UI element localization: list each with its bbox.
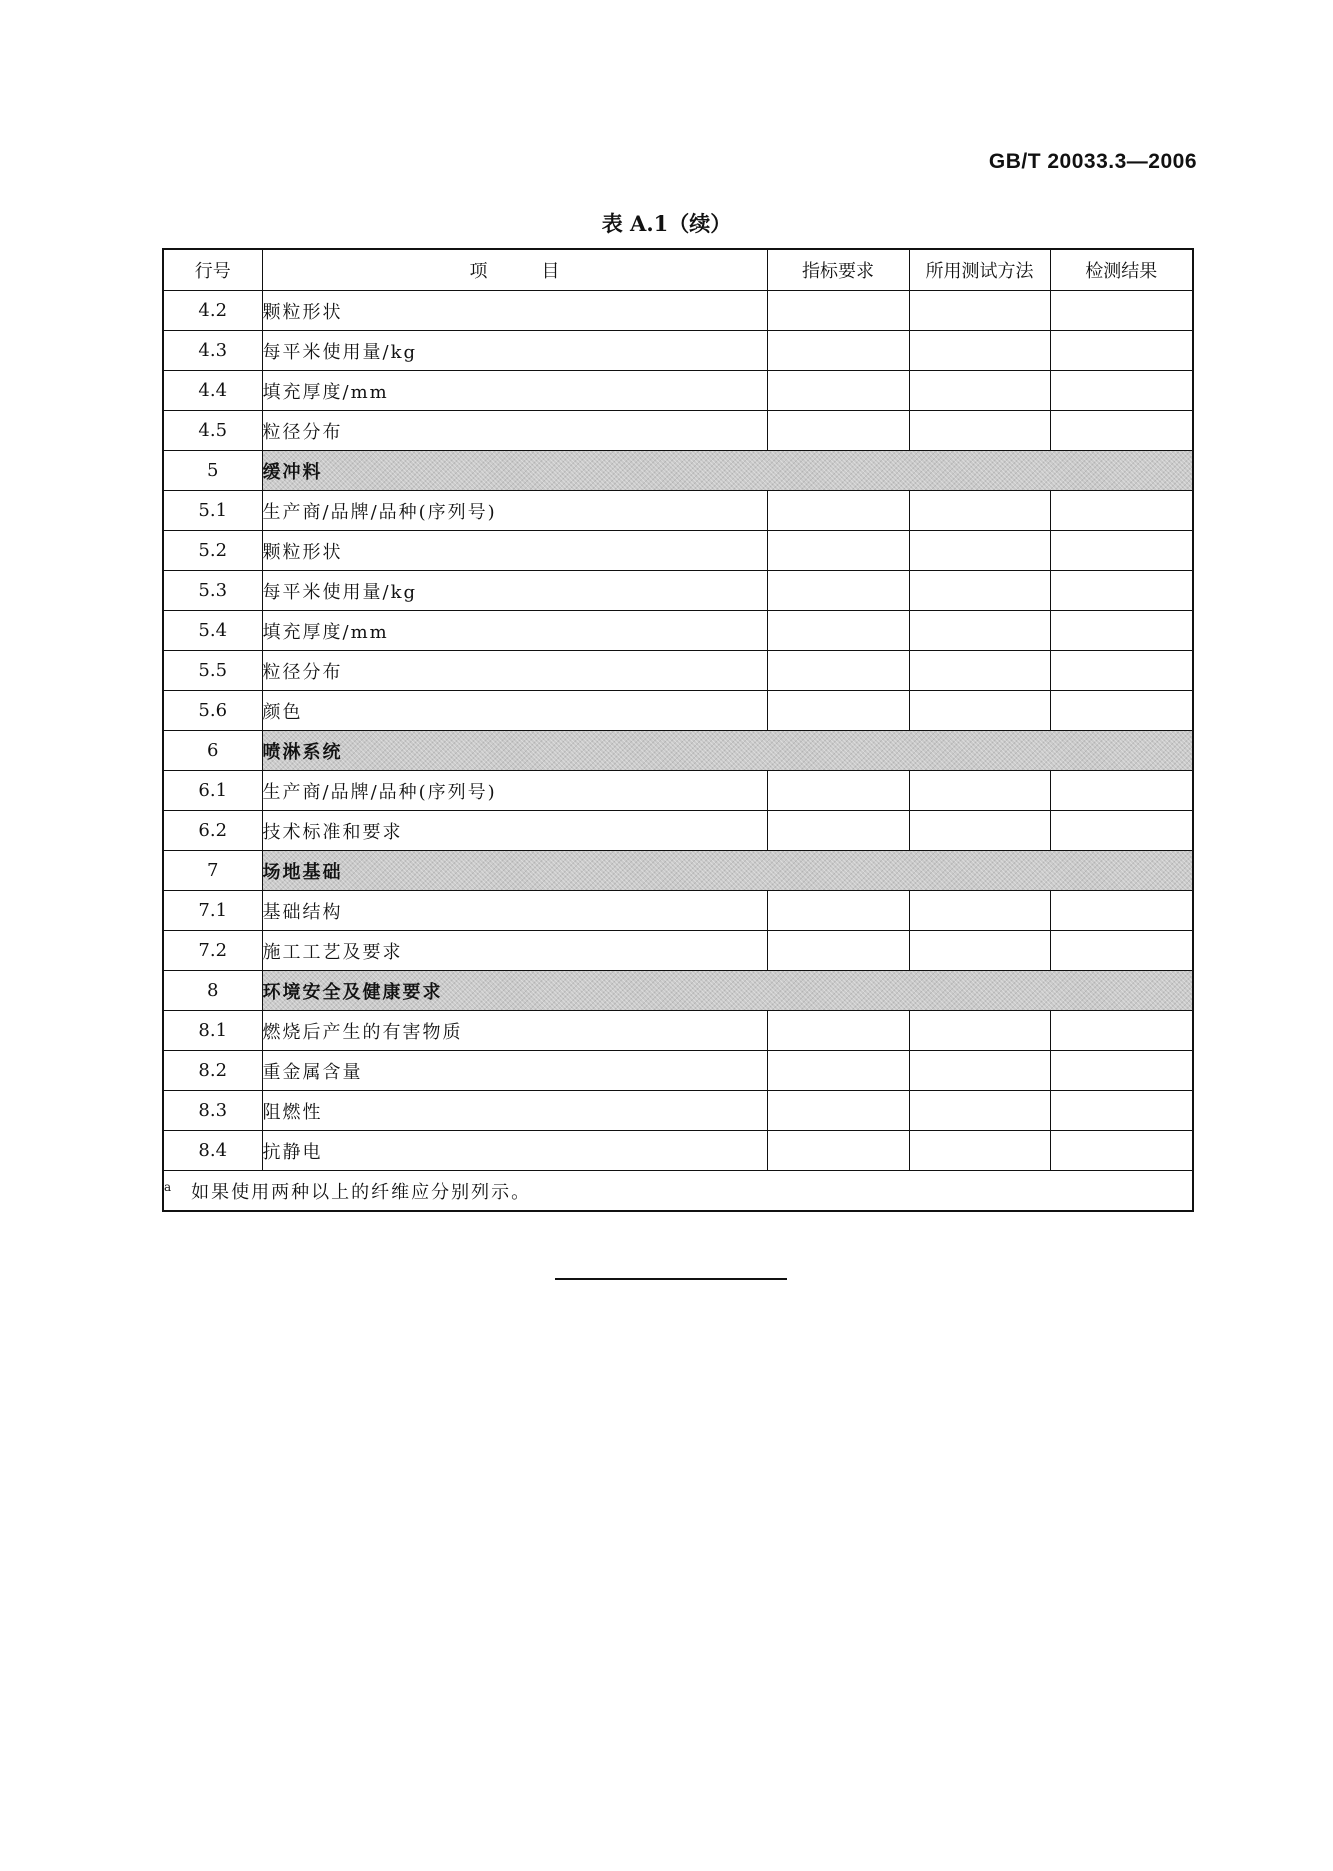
row-number-cell: 7 [163,851,262,891]
row-number-cell: 8 [163,971,262,1011]
table-row [163,291,1193,331]
row-number-cell: 4.2 [163,291,262,331]
result-cell [1050,931,1193,971]
row-number-cell: 4.3 [163,331,262,371]
item-cell: 粒径分布 [262,651,767,691]
test-method-cell [909,411,1050,451]
result-cell [1050,651,1193,691]
item-cell: 燃烧后产生的有害物质 [262,1011,767,1051]
test-method-cell [909,691,1050,731]
standard-code: GB/T 20033.3—2006 [988,150,1197,173]
test-method-cell [909,291,1050,331]
result-cell [1050,371,1193,411]
requirement-cell [767,931,909,971]
row-number-cell: 5.1 [163,491,262,531]
item-cell: 每平米使用量/kg [262,571,767,611]
col-header-test-method: 所用测试方法 [909,249,1050,291]
item-cell: 抗静电 [262,1131,767,1171]
item-cell: 每平米使用量/kg [262,331,767,371]
requirement-cell [767,1131,909,1171]
result-cell [1050,811,1193,851]
result-cell [1050,491,1193,531]
requirement-cell [767,1091,909,1131]
requirement-cell [767,531,909,571]
col-header-row-no: 行号 [163,249,262,291]
test-method-cell [909,1051,1050,1091]
test-method-cell [909,811,1050,851]
item-cell: 颗粒形状 [262,531,767,571]
footnote-row [163,1171,1193,1212]
item-cell: 填充厚度/mm [262,611,767,651]
result-cell [1050,571,1193,611]
section-title-cell: 缓冲料 [262,451,1193,491]
table-row [163,571,1193,611]
row-number-cell: 7.1 [163,891,262,931]
requirement-cell [767,1051,909,1091]
footnote-text: 如果使用两种以上的纤维应分别列示。 [191,1181,532,1203]
table-row [163,1131,1193,1171]
table-row [163,931,1193,971]
table-row [163,1091,1193,1131]
row-number-cell: 4.4 [163,371,262,411]
row-number-cell: 8.1 [163,1011,262,1051]
col-header-result: 检测结果 [1050,249,1193,291]
item-cell: 重金属含量 [262,1051,767,1091]
result-cell [1050,771,1193,811]
table-row [163,371,1193,411]
row-number-cell: 5.5 [163,651,262,691]
row-number-cell: 5.3 [163,571,262,611]
table-row [163,331,1193,371]
result-cell [1050,531,1193,571]
requirement-cell [767,331,909,371]
item-cell: 颗粒形状 [262,291,767,331]
table-row [163,811,1193,851]
item-cell: 粒径分布 [262,411,767,451]
section-row [163,451,1193,491]
requirement-cell [767,411,909,451]
footnote-marker: a [164,1179,174,1194]
row-number-cell: 5 [163,451,262,491]
col-header-item: 项 目 [262,249,767,291]
table-row [163,1011,1193,1051]
result-cell [1050,411,1193,451]
spec-table [162,248,1194,1212]
row-number-cell: 8.4 [163,1131,262,1171]
section-row [163,971,1193,1011]
item-cell: 施工工艺及要求 [262,931,767,971]
footnote [163,1171,1193,1212]
result-cell [1050,1011,1193,1051]
test-method-cell [909,771,1050,811]
row-number-cell: 8.3 [163,1091,262,1131]
table-header-row [163,249,1193,291]
test-method-cell [909,891,1050,931]
test-method-cell [909,1131,1050,1171]
requirement-cell [767,491,909,531]
requirement-cell [767,371,909,411]
result-cell [1050,611,1193,651]
item-cell: 基础结构 [262,891,767,931]
result-cell [1050,1051,1193,1091]
test-method-cell [909,571,1050,611]
test-method-cell [909,611,1050,651]
test-method-cell [909,1011,1050,1051]
col-header-requirement: 指标要求 [767,249,909,291]
test-method-cell [909,371,1050,411]
row-number-cell: 8.2 [163,1051,262,1091]
row-number-cell: 7.2 [163,931,262,971]
result-cell [1050,691,1193,731]
end-of-document-rule [555,1278,787,1280]
row-number-cell: 5.6 [163,691,262,731]
table-row [163,411,1193,451]
section-row [163,731,1193,771]
requirement-cell [767,1011,909,1051]
result-cell [1050,331,1193,371]
table-title: 表 A.1（续） [601,211,732,236]
requirement-cell [767,291,909,331]
requirement-cell [767,811,909,851]
test-method-cell [909,651,1050,691]
item-cell: 颜色 [262,691,767,731]
item-cell: 生产商/品牌/品种(序列号) [262,771,767,811]
table-row [163,531,1193,571]
test-method-cell [909,531,1050,571]
test-method-cell [909,491,1050,531]
section-row [163,851,1193,891]
requirement-cell [767,571,909,611]
table-body [163,291,1193,1171]
item-cell: 阻燃性 [262,1091,767,1131]
table-row [163,1051,1193,1091]
table-row [163,891,1193,931]
row-number-cell: 5.4 [163,611,262,651]
section-title-cell: 场地基础 [262,851,1193,891]
item-cell: 填充厚度/mm [262,371,767,411]
table-row [163,651,1193,691]
table-row [163,691,1193,731]
requirement-cell [767,891,909,931]
row-number-cell: 6 [163,731,262,771]
item-cell: 技术标准和要求 [262,811,767,851]
table-row [163,611,1193,651]
result-cell [1050,291,1193,331]
result-cell [1050,1131,1193,1171]
test-method-cell [909,931,1050,971]
result-cell [1050,891,1193,931]
row-number-cell: 6.2 [163,811,262,851]
result-cell [1050,1091,1193,1131]
item-cell: 生产商/品牌/品种(序列号) [262,491,767,531]
section-title-cell: 喷淋系统 [262,731,1193,771]
test-method-cell [909,1091,1050,1131]
test-method-cell [909,331,1050,371]
table-row [163,771,1193,811]
requirement-cell [767,651,909,691]
requirement-cell [767,611,909,651]
section-title-cell: 环境安全及健康要求 [262,971,1193,1011]
requirement-cell [767,771,909,811]
row-number-cell: 4.5 [163,411,262,451]
row-number-cell: 5.2 [163,531,262,571]
row-number-cell: 6.1 [163,771,262,811]
requirement-cell [767,691,909,731]
table-row [163,491,1193,531]
